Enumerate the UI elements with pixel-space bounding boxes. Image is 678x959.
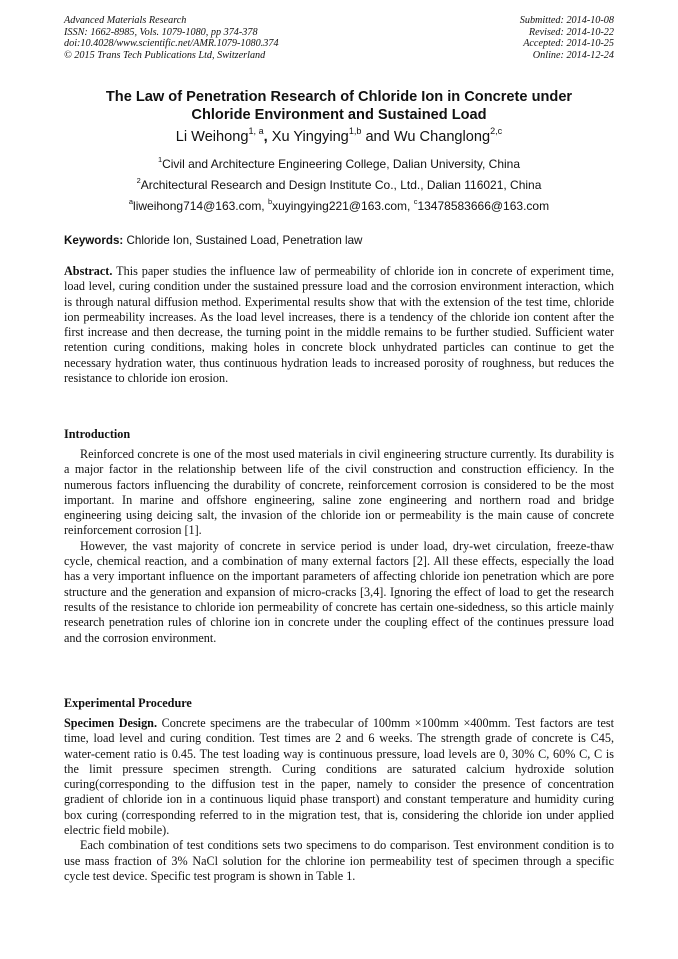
affiliation-text: Architectural Research and Design Institute Co., Ltd., Dalian 116021, China bbox=[140, 178, 542, 192]
keywords-label: Keywords: bbox=[64, 234, 124, 247]
abstract-label: Abstract. bbox=[64, 264, 113, 278]
submission-dates bbox=[520, 15, 614, 61]
email-list bbox=[60, 199, 618, 213]
experimental-body bbox=[64, 716, 614, 884]
author-sup: 2,c bbox=[490, 126, 503, 137]
author-sup: 1, a bbox=[248, 126, 264, 137]
specimen-design-text: Concrete specimens are the trabecular of 100mm ×100mm ×400mm. Test factors are test time, load level and curing condition. Test times are 2 and 6 weeks. The strength grade of concrete is C45, water-cement ratio is 0.45. The test loading way is continuous pressure, load levels are 0, 30% C, 60% C, C is the limit pressure specimen strength. Curing conditions are saturated calcium hydroxide solution curing(corresponding to the diffusion test in the paper, namely to consider the presence of concentration gradient of chloride ion in a continuous liquid phase transport) and constant temperature and humidity curing box curing (corresponding referred to in the migration test, that is, considering the chloride ion under applied electric field mobile). bbox=[64, 716, 615, 838]
email-c: 13478583666@163.com bbox=[417, 199, 550, 213]
email-sup: b bbox=[267, 197, 273, 207]
accepted-date: Accepted: 2014-10-25 bbox=[523, 38, 614, 50]
revised-date: Revised: 2014-10-22 bbox=[528, 26, 614, 38]
author-list bbox=[60, 128, 618, 146]
introduction-paragraph-2: However, the vast majority of concrete in service period is under load, dry-wet circulation, freeze-thaw cycle, chemical reaction, and a combination of many external factors [2]. All these effects, especially the load has a very important influence on the important parameters of affecting chloride ion penetration which are pore structure and the generation and expansion of micro-cracks [3,4]. Ignoring the effect of load to get the research results of the resistance to chloride ion permeability of concrete has certain one-sidedness, so this article mainly research penetration rules of chlorine ion in concrete under the coupling effect of the continues pressure load and the corrosion environment. bbox=[64, 538, 614, 645]
journal-name: Advanced Materials Research bbox=[64, 15, 187, 26]
specimen-design-paragraph bbox=[64, 716, 614, 838]
email-sup: c bbox=[413, 197, 418, 207]
author-sep: and bbox=[361, 129, 394, 145]
email-sup: a bbox=[128, 197, 134, 207]
abstract bbox=[64, 264, 614, 386]
email-a: liweihong714@163.com, bbox=[133, 199, 268, 213]
journal-info bbox=[64, 15, 279, 61]
paper-title bbox=[60, 89, 618, 124]
author-name: Wu Changlong bbox=[393, 129, 491, 145]
author-sup: 1,b bbox=[348, 126, 362, 137]
email-b: xuyingying221@163.com, bbox=[272, 199, 414, 213]
affiliation-sup: 1 bbox=[157, 155, 163, 165]
doi-line: doi:10.4028/www.scientific.net/AMR.1079-1080.374 bbox=[64, 38, 279, 50]
affiliation-sup: 2 bbox=[136, 176, 141, 186]
online-date: Online: 2014-12-24 bbox=[532, 49, 614, 61]
author-sep: , bbox=[263, 129, 272, 145]
author-name: Li Weihong bbox=[175, 129, 249, 145]
affiliation-2 bbox=[60, 178, 618, 192]
specimen-design-label: Specimen Design. bbox=[64, 716, 157, 730]
submitted-date: Submitted: 2014-10-08 bbox=[519, 15, 614, 26]
affiliation-1 bbox=[60, 157, 618, 171]
affiliation-text: Civil and Architecture Engineering College, Dalian University, China bbox=[162, 157, 521, 171]
keywords-text: Chloride Ion, Sustained Load, Penetration law bbox=[123, 234, 363, 247]
issn-line: ISSN: 1662-8985, Vols. 1079-1080, pp 374-378 bbox=[64, 26, 258, 38]
introduction-body bbox=[64, 447, 614, 646]
experimental-heading: Experimental Procedure bbox=[64, 696, 192, 710]
author-name: Xu Yingying bbox=[271, 129, 349, 145]
title-line-2: Chloride Environment and Sustained Load bbox=[191, 106, 487, 123]
experimental-paragraph-2: Each combination of test conditions sets two specimens to do comparison. Test environment condition is to use mass fraction of 3% NaCl solution for the chlorine ion permeability test of specimen through a specific cycle test device. Specific test program is shown in Table 1. bbox=[64, 838, 614, 883]
copyright-line: © 2015 Trans Tech Publications Ltd, Switzerland bbox=[64, 49, 266, 61]
introduction-paragraph-1: Reinforced concrete is one of the most used materials in civil engineering structure currently. Its durability is a major factor in the relationship between life of the civil construction and construction efficiency. In the numerous factors influencing the durability of concrete, reinforcement corrosion is considered to be the most important. In marine and offshore engineering, saline zone engineering and northern road and bridge engineering using deicing salt, the invasion of the chloride ion or permeability is the main cause of concrete reinforcement corrosion [1]. bbox=[64, 447, 614, 538]
title-line-1: The Law of Penetration Research of Chloride Ion in Concrete under bbox=[105, 89, 573, 105]
keywords bbox=[64, 234, 614, 248]
introduction-heading: Introduction bbox=[64, 427, 131, 441]
abstract-text: This paper studies the influence law of permeability of chloride ion in concrete of experiment time, load level, curing condition under the sustained pressure load and the corrosion environment interaction, which is through natural diffusion method. Experimental results show that with the extension of the test time, chloride ion permeability increases. As the load level increases, there is a tendency of the chloride ion content after the first increase and then decrease, the turning point in the middle remains to be further studied. Sufficient water retention curing conditions, making holes in concrete block unhydrated particles can continue to get the necessary hydration water, thus continuous hydration leads to increased porosity of roughness, but reduces the resistance to chloride ion erosion. bbox=[64, 264, 614, 386]
